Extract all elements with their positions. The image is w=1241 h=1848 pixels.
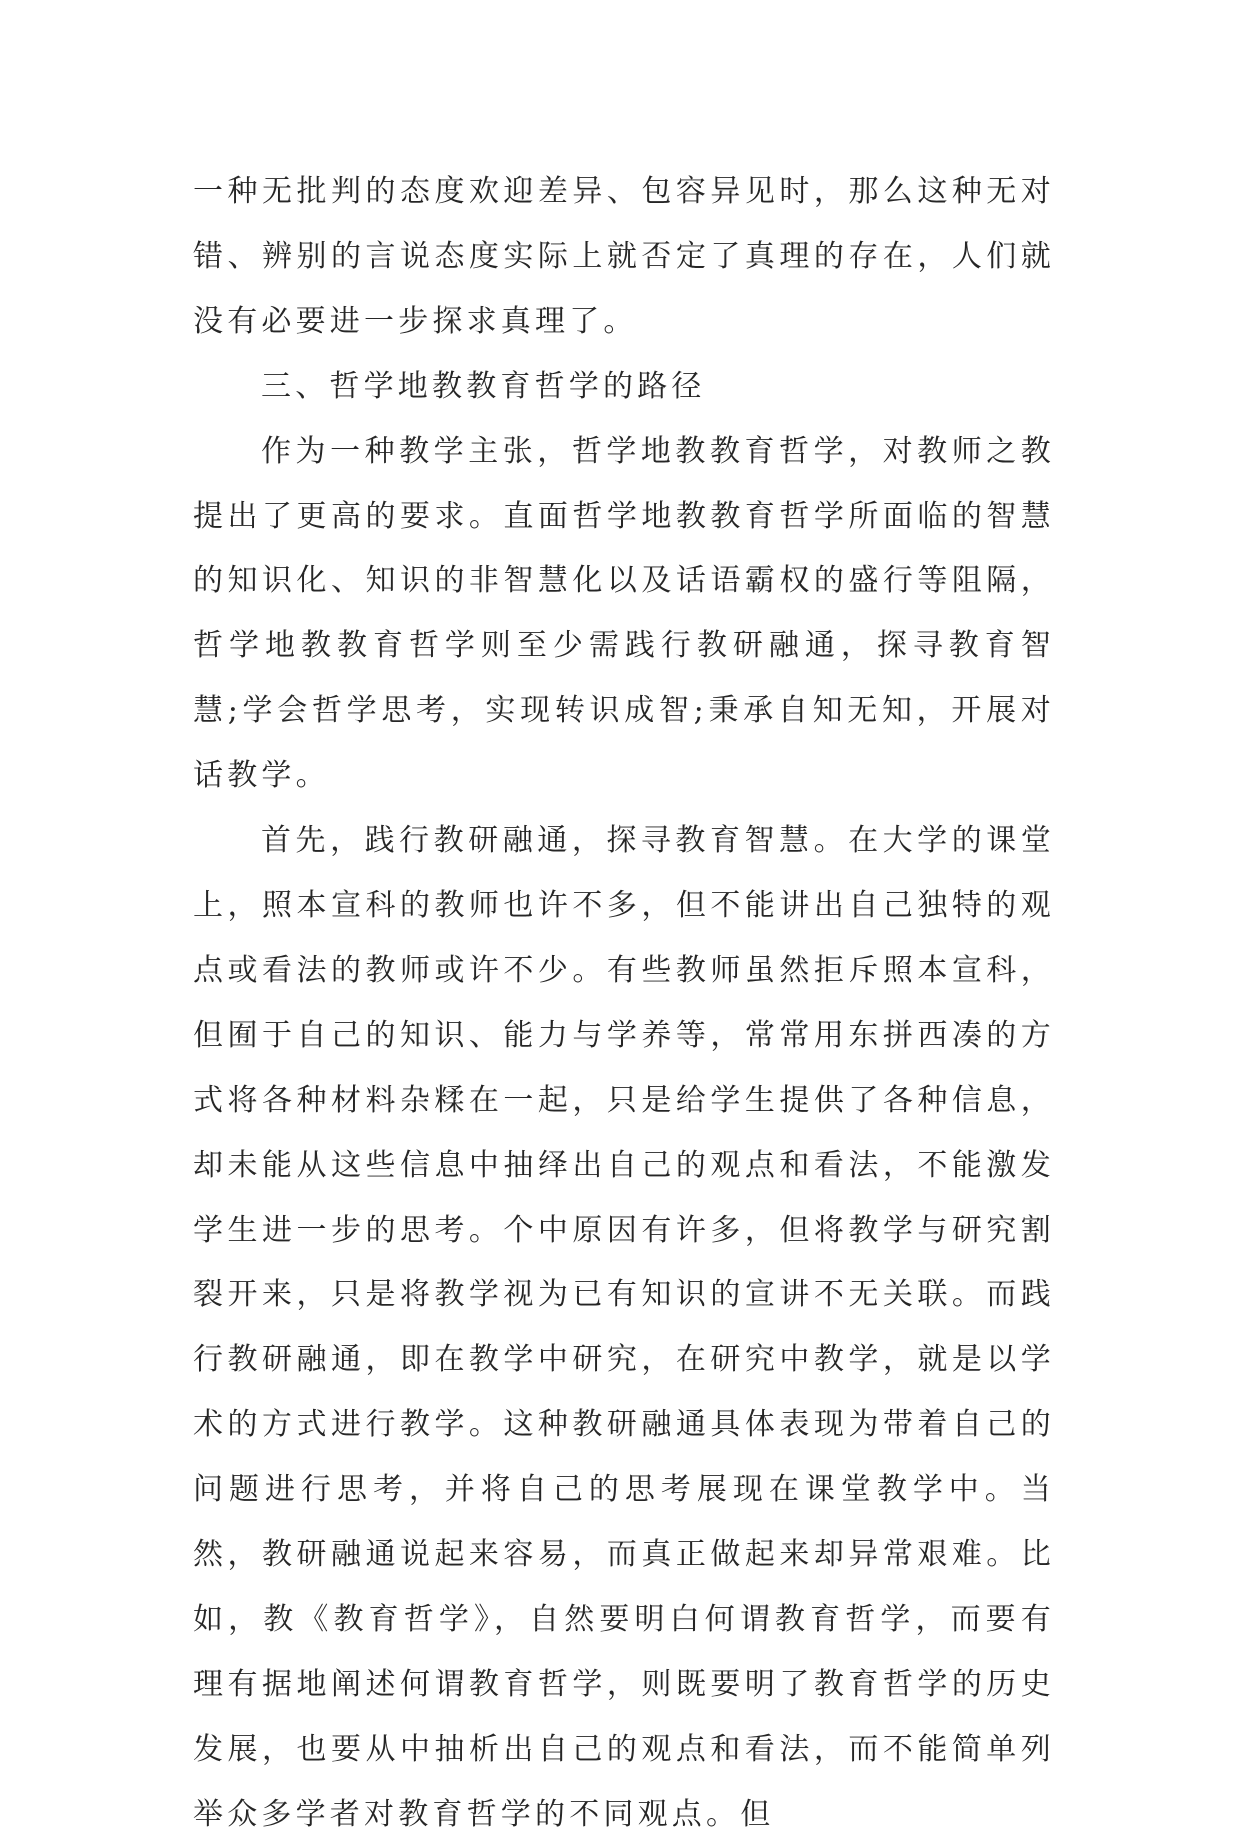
paragraph-first-point: 首先，践行教研融通，探寻教育智慧。在大学的课堂上，照本宣科的教师也许不多，但不能讲出自己独特的观点或看法的教师或许不少。有些教师虽然拒斥照本宣科，但囿于自己的知识、能力与学养等，常常用东拼西凑的方式将各种材料杂糅在一起，只是给学生提供了各种信息，却未能从这些信息中抽绎出自己的观点和看法，不能激发学生进一步的思考。个中原因有许多，但将教学与研究割裂开来，只是将教学视为已有知识的宣讲不无关联。而践行教研融通，即在教学中研究，在研究中教学，就是以学术的方式进行教学。这种教研融通具体表现为带着自己的问题进行思考，并将自己的思考展现在课堂教学中。当然，教研融通说起来容易，而真正做起来却异常艰难。比如，教《教育哲学》，自然要明白何谓教育哲学，而要有理有据地阐述何谓教育哲学，则既要明了教育哲学的历史发展，也要从中抽析出自己的观点和看法，而不能简单列举众多学者对教育哲学的不同观点。但 (193, 823, 1055, 1832)
document-body (193, 160, 1055, 1848)
section-heading: 三、哲学地教教育哲学的路径 (261, 368, 706, 404)
paragraph-continuation: 一种无批判的态度欢迎差异、包容异见时，那么这种无对错、辨别的言说态度实际上就否定了真理的存在，人们就没有必要进一步探求真理了。 (193, 174, 1055, 339)
paragraph-intro: 作为一种教学主张，哲学地教教育哲学，对教师之教提出了更高的要求。直面哲学地教教育哲学所面临的智慧的知识化、知识的非智慧化以及话语霸权的盛行等阻隔，哲学地教教育哲学则至少需践行教研融通，探寻教育智慧;学会哲学思考，实现转识成智;秉承自知无知，开展对话教学。 (193, 433, 1055, 794)
